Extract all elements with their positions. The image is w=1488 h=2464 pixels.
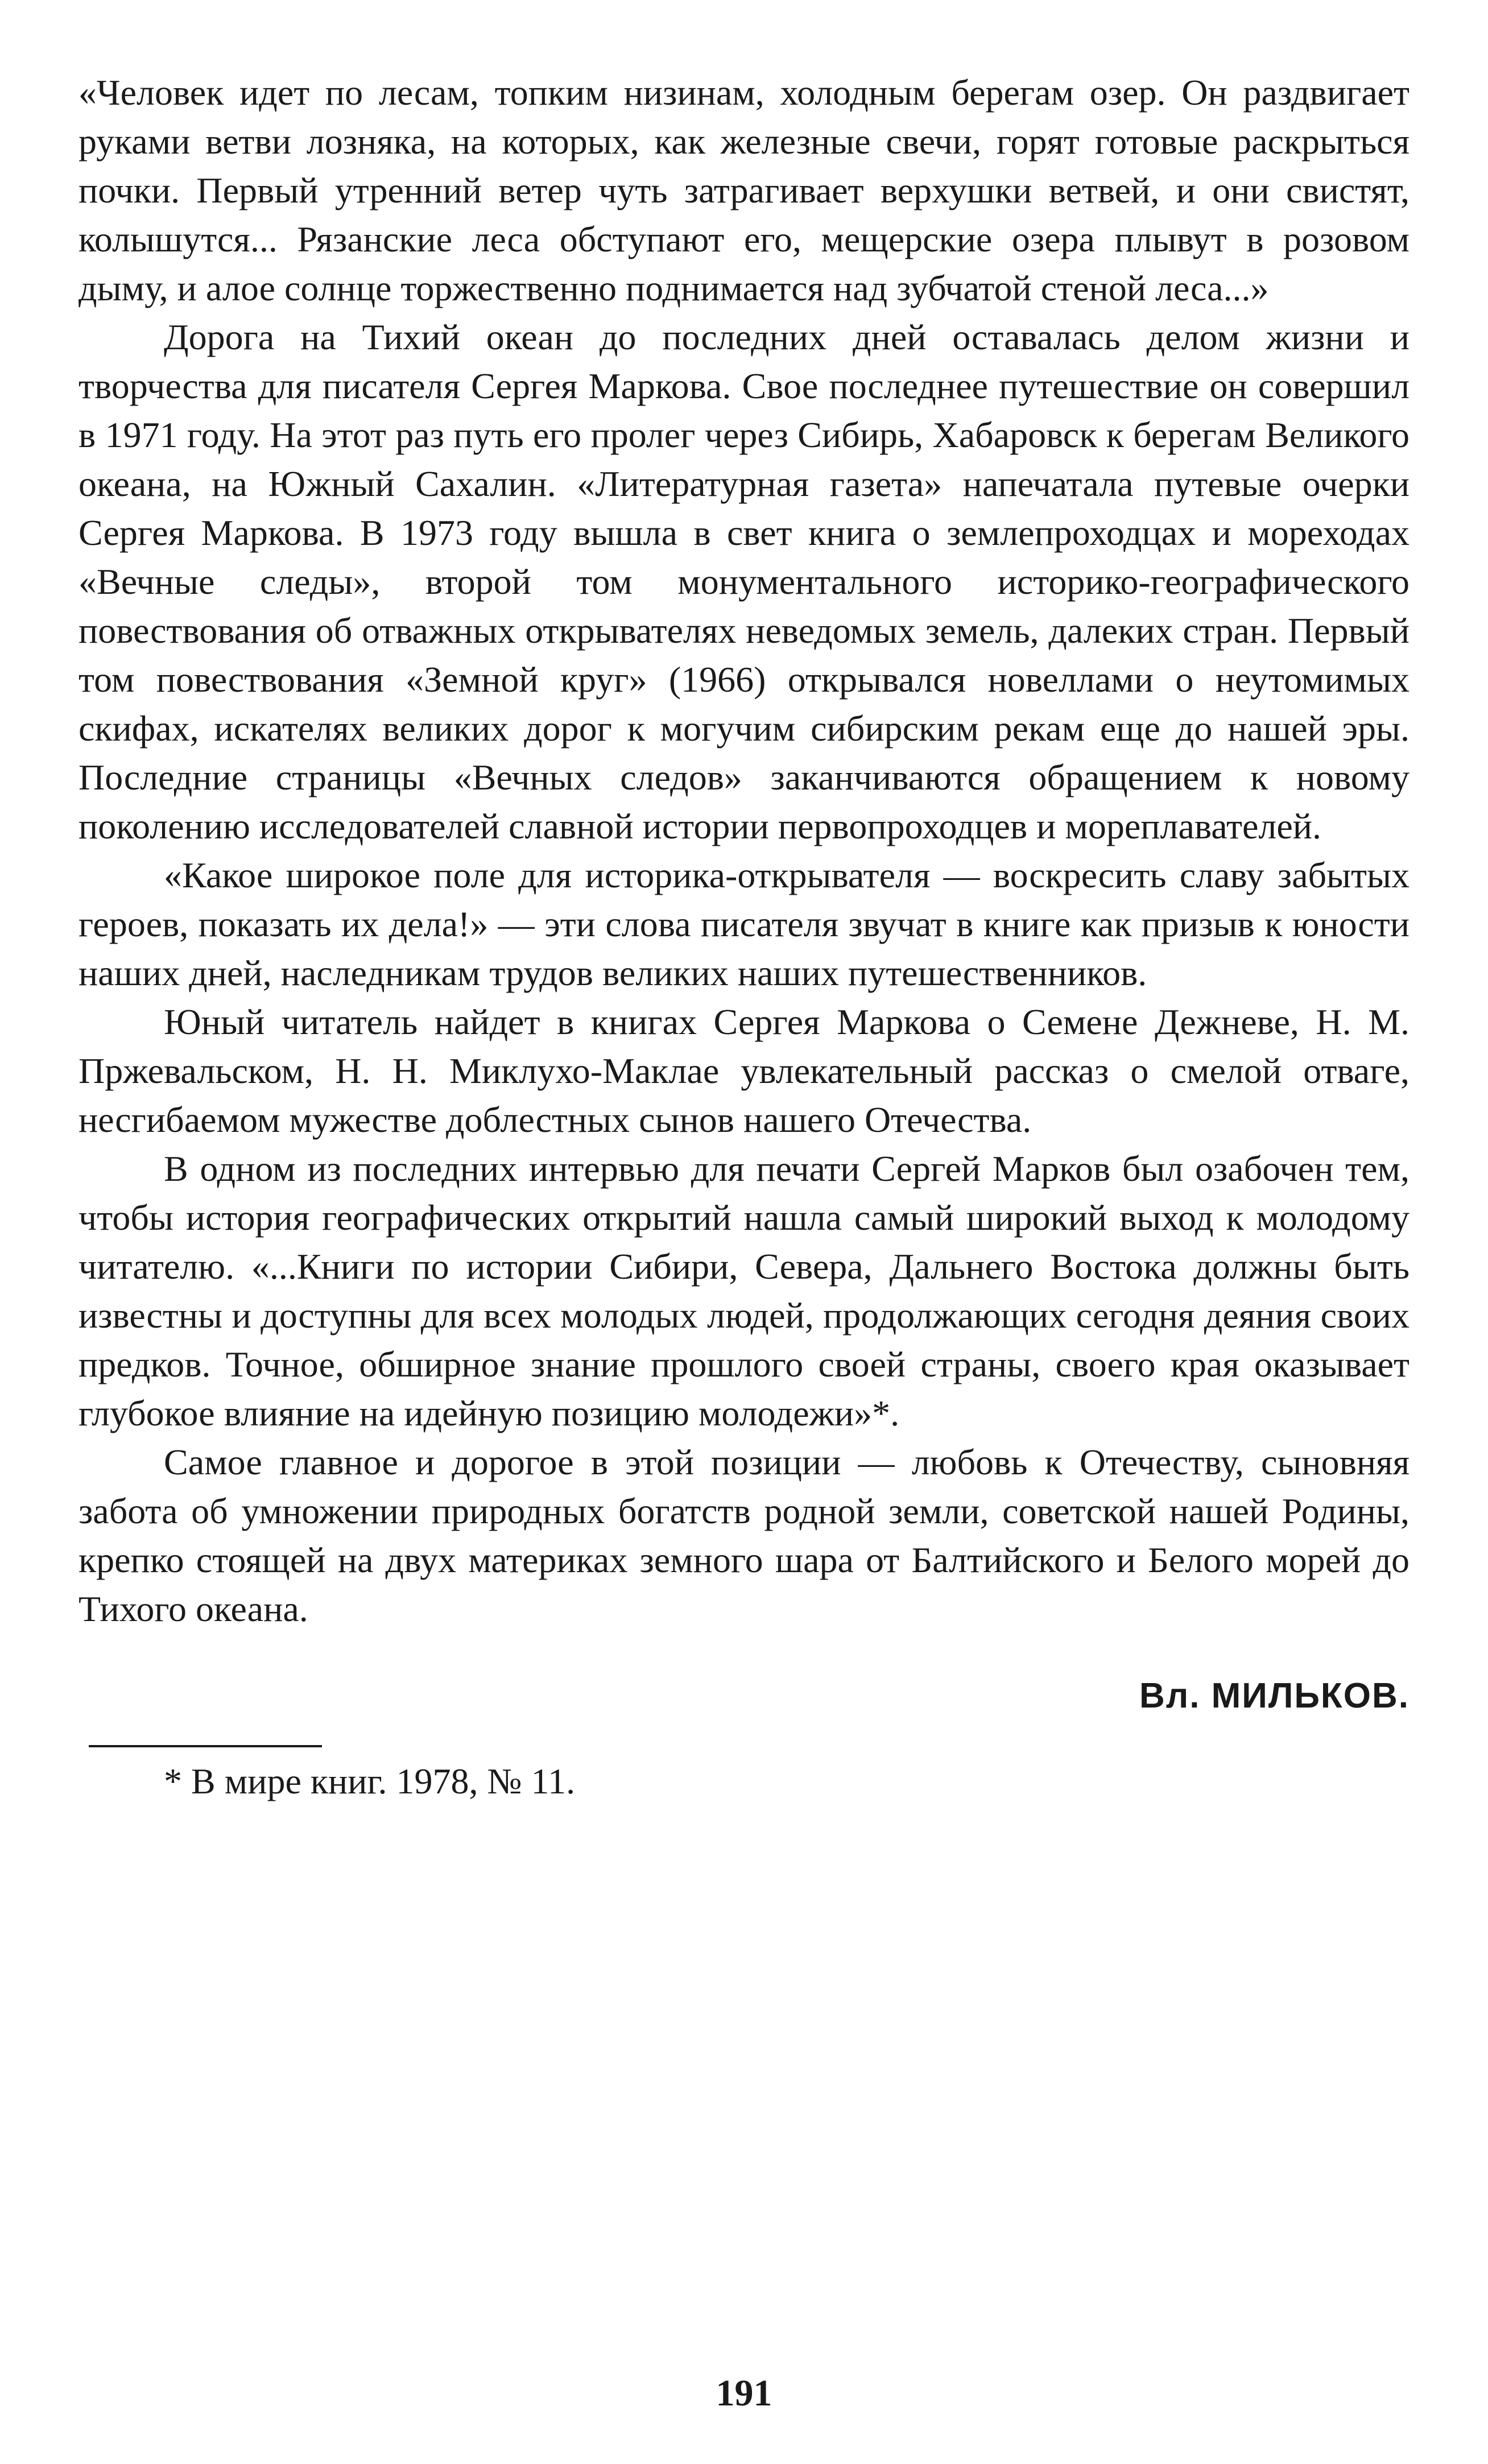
footnote-divider <box>89 1745 322 1747</box>
paragraph: Юный читатель найдет в книгах Сергея Маркова о Семене Дежневе, Н. М. Пржевальском, Н. Н. Миклухо-Маклае увлекательный рассказ о смелой отваге, несгибаемом мужестве доблестных сынов нашего Отечества. <box>78 1002 1410 1140</box>
page-body <box>78 68 1410 2414</box>
author-signature: Вл. МИЛЬКОВ. <box>1139 1676 1410 1715</box>
paragraph: В одном из последних интервью для печати Сергей Марков был озабочен тем, чтобы история географических открытий нашла самый широкий выход к молодому читателю. «...Книги по истории Сибири, Севера, Дальнего Востока должны быть известны и доступны для всех молодых людей, продолжающих сегодня деяния своих предков. Точное, обширное знание прошлого своей страны, своего края оказывает глубокое влияние на идейную позицию молодежи»*. <box>78 1148 1410 1433</box>
footnote: * В мире книг. 1978, № 11. <box>164 1761 576 1801</box>
paragraph: Самое главное и дорогое в этой позиции — любовь к Отечеству, сыновняя забота об умножении природных богатств родной земли, советской нашей Родины, крепко стоящей на двух материках земного шара от Балтийского и Белого морей до Тихого океана. <box>78 1442 1410 1629</box>
page-number: 191 <box>716 2372 772 2414</box>
paragraph: «Какое широкое поле для историка-открывателя — воскресить славу забытых героев, показать их дела!» — эти слова писателя звучат в книге как призыв к юности наших дней, наследникам трудов великих наших путешественников. <box>78 855 1410 993</box>
paragraph-quote: «Человек идет по лесам, топким низинам, холодным берегам озер. Он раздвигает руками ветви лозняка, на которых, как железные свечи, горят готовые раскрыться почки. Первый утренний ветер чуть затрагивает верхушки ветвей, и они свистят, колышутся... Рязанские леса обступают его, мещерские озера плывут в розовом дыму, и алое солнце торжественно поднимается над зубчатой стеной леса...» <box>78 72 1410 308</box>
paragraph: Дорога на Тихий океан до последних дней оставалась делом жизни и творчества для писателя Сергея Маркова. Свое последнее путешествие он совершил в 1971 году. На этот раз путь его пролег через Сибирь, Хабаровск к берегам Великого океана, на Южный Сахалин. «Литературная газета» напечатала путевые очерки Сергея Маркова. В 1973 году вышла в свет книга о землепроходцах и мореходах «Вечные следы», второй том монументального историко-географического повествования об отважных открывателях неведомых земель, далеких стран. Первый том повествования «Земной круг» (1966) открывался новеллами о неутомимых скифах, искателях великих дорог к могучим сибирским рекам еще до нашей эры. Последние страницы «Вечных следов» заканчиваются обращением к новому поколению исследователей славной истории первопроходцев и мореплавателей. <box>78 317 1410 846</box>
